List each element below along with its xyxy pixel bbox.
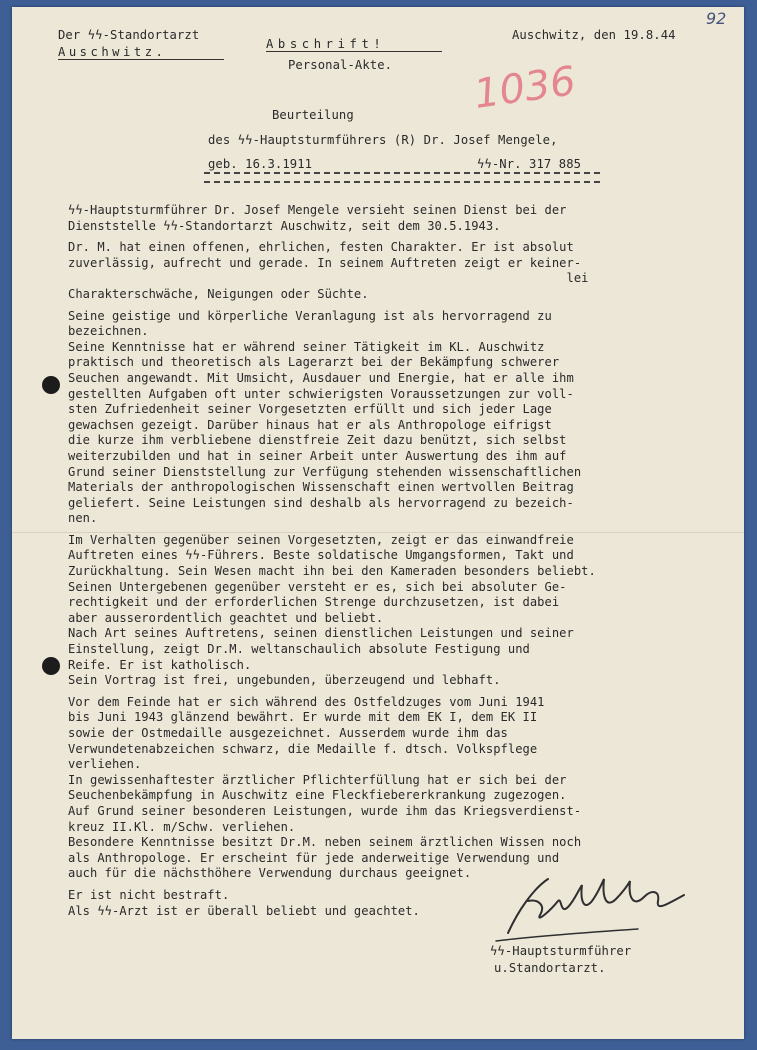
document-title: Beurteilung (272, 108, 354, 122)
copy-mark: Abschrift! (266, 37, 386, 51)
body-line: Zurückhaltung. Sein Wesen macht ihn bei den Kameraden besonders beliebt. (68, 564, 596, 579)
body-line: sowie der Ostmedaille ausgezeichnet. Ausserdem wurde ihm das (68, 726, 508, 740)
sender-underline (58, 59, 224, 60)
body-line: Sein Vortrag ist frei, ungebunden, überzeugend und lebhaft. (68, 673, 501, 688)
sender-line-1: Der ϟϟ-Standortarzt (58, 28, 200, 42)
punch-hole-upper (42, 376, 60, 394)
handwritten-signature (488, 871, 708, 949)
evaluation-body (68, 203, 744, 919)
subject-line: des ϟϟ-Hauptsturmführers (R) Dr. Josef Mengele, (208, 133, 558, 147)
member-number: ϟϟ-Nr. 317 885 (477, 157, 582, 171)
body-line: lei (68, 271, 589, 286)
body-line: praktisch und theoretisch als Lagerarzt bei der Bekämpfung schwerer (68, 355, 560, 370)
body-line: Verwundetenabzeichen schwarz, die Medaille f. dtsch. Volkspflege (68, 741, 538, 756)
punch-hole-lower (42, 657, 60, 675)
body-line: Nach Art seines Auftretens, seinen dienstlichen Leistungen und seiner (68, 626, 574, 641)
body-line: weiterzubilden und hat in seiner Arbeit unter Auswertung des ihm auf (68, 448, 567, 463)
file-designation: Personal-Akte. (288, 58, 393, 72)
body-line: gestellten Aufgaben oft unter schwierigsten Voraussetzungen zur voll- (68, 386, 574, 401)
signatory-rank: ϟϟ-Hauptsturmführer (490, 944, 632, 958)
body-line: Seuchenbekämpfung in Auschwitz eine Fleckfiebererkrankung zugezogen. (68, 788, 567, 803)
body-line: sten Zufriedenheit seiner Vorgesetzten erfüllt und sich jeder Lage (68, 402, 552, 417)
body-line: rechtigkeit und der erforderlichen Strenge durchzusetzen, ist dabei (68, 595, 560, 610)
body-line: Auftreten eines ϟϟ-Führers. Beste soldatische Umgangsformen, Takt und (68, 548, 574, 563)
body-line: Im Verhalten gegenüber seinen Vorgesetzten, zeigt er das einwandfreie (68, 532, 574, 547)
document-page (12, 7, 744, 1039)
body-line: kreuz II.Kl. m/Schw. verliehen. (68, 819, 296, 834)
birth-date: geb. 16.3.1911 (208, 157, 313, 171)
body-line: ϟϟ-Hauptsturmführer Dr. Josef Mengele versieht seinen Dienst bei der (68, 203, 567, 217)
body-line: Einstellung, zeigt Dr.M. weltanschaulich absolute Festigung und (68, 642, 530, 657)
body-line: verliehen. (68, 757, 142, 772)
body-line: gewachsen gezeigt. Darüber hinaus hat er als Anthropologe eifrigst (68, 417, 552, 432)
folio-number: 92 (706, 9, 727, 28)
body-line: Dienststelle ϟϟ-Standortarzt Auschwitz, seit dem 30.5.1943. (68, 218, 501, 233)
body-line: aber ausserordentlich geachtet und beliebt. (68, 610, 384, 625)
body-line: In gewissenhaftester ärztlicher Pflichterfüllung hat er sich bei der (68, 772, 567, 787)
body-line: Charakterschwäche, Neigungen oder Süchte. (68, 286, 369, 301)
body-line: Besondere Kenntnisse besitzt Dr.M. neben seinem ärztlichen Wissen noch (68, 835, 582, 850)
handwritten-number: 1036 (471, 58, 579, 118)
body-line: Seine Kenntnisse hat er während seiner Tätigkeit im KL. Auschwitz (68, 339, 545, 354)
body-line: auch für die nächsthöhere Verwendung durchaus geeignet. (68, 866, 472, 881)
title-rule (204, 172, 600, 183)
body-line: bis Juni 1943 glänzend bewährt. Er wurde mit dem EK I, dem EK II (68, 710, 538, 725)
body-line: Seinen Untergebenen gegenüber versteht er es, sich bei absoluter Ge- (68, 579, 567, 594)
body-line: Seine geistige und körperliche Veranlagung ist als hervorragend zu (68, 308, 552, 323)
signatory-position: u.Standortarzt. (494, 961, 606, 975)
body-line: geliefert. Seine Leistungen sind deshalb als hervorragend zu bezeich- (68, 495, 574, 510)
copy-mark-underline (266, 51, 442, 52)
sender-line-2: Auschwitz. (58, 45, 167, 59)
body-line: Er ist nicht bestraft. (68, 887, 230, 902)
body-line: zuverlässig, aufrecht und gerade. In seinem Auftreten zeigt er keiner- (68, 255, 582, 270)
body-line: Seuchen angewandt. Mit Umsicht, Ausdauer und Energie, hat er alle ihm (68, 370, 574, 385)
body-line: Reife. Er ist katholisch. (68, 657, 252, 672)
body-line: bezeichnen. (68, 324, 149, 339)
body-line: Vor dem Feinde hat er sich während des Ostfeldzuges vom Juni 1941 (68, 694, 545, 709)
body-line: Als ϟϟ-Arzt ist er überall beliebt und geachtet. (68, 903, 420, 918)
body-line: Materials der anthropologischen Wissenschaft einen wertvollen Beitrag (68, 480, 574, 495)
body-line: Dr. M. hat einen offenen, ehrlichen, festen Charakter. Er ist absolut (68, 240, 574, 255)
body-line: die kurze ihm verbliebene dienstfreie Zeit dazu benützt, sich selbst (68, 433, 567, 448)
body-line: Grund seiner Dienststellung zur Verfügung stehenden wissenschaftlichen (68, 464, 582, 479)
body-line: als Anthropologe. Er erscheint für jede anderweitige Verwendung und (68, 850, 560, 865)
body-line: Auf Grund seiner besonderen Leistungen, wurde ihm das Kriegsverdienst- (68, 803, 582, 818)
body-line: nen. (68, 511, 98, 526)
place-date: Auschwitz, den 19.8.44 (512, 28, 676, 42)
